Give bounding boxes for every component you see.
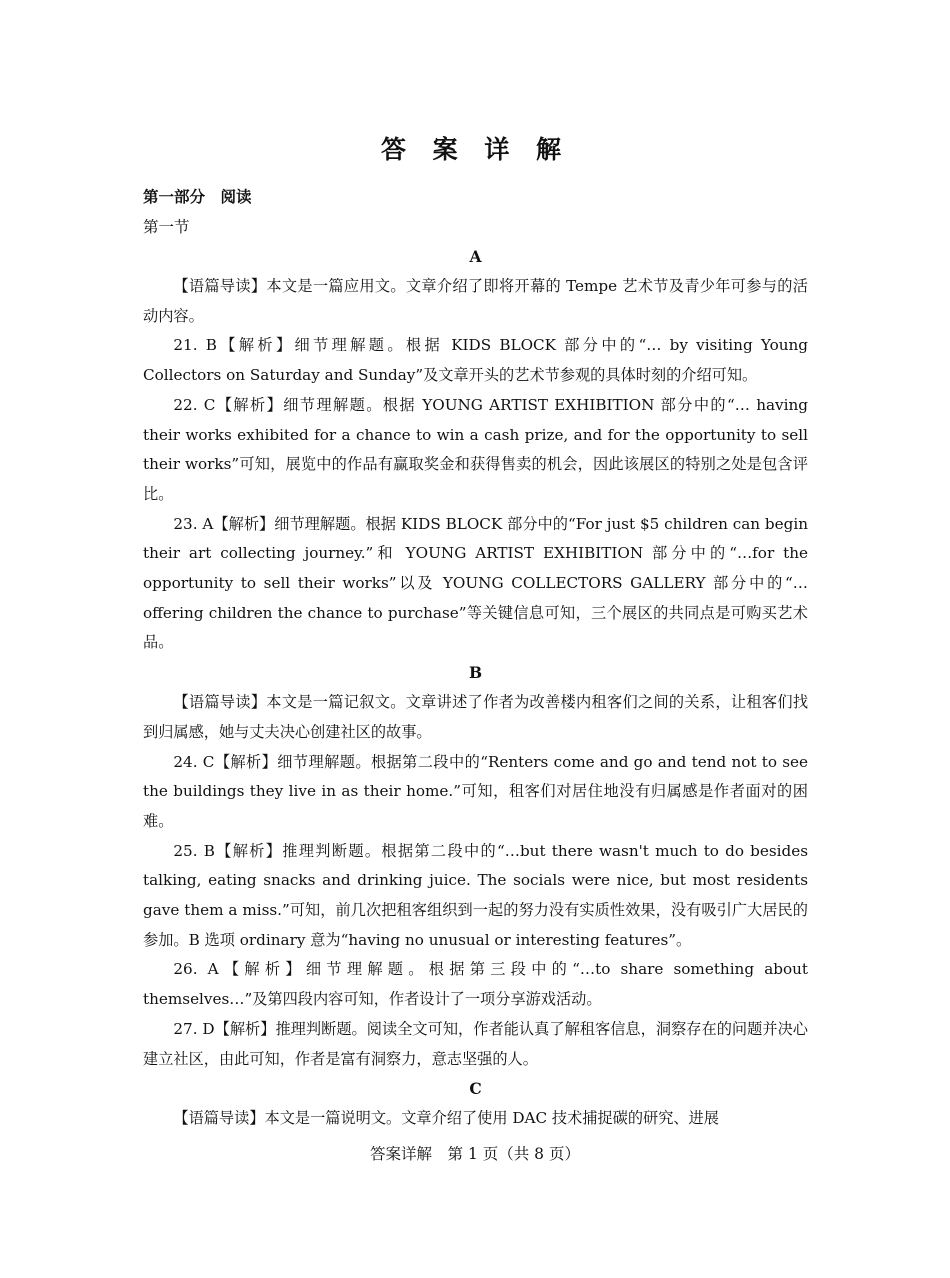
passage-label: B	[468, 663, 483, 683]
page-footer: 答案详解 第 1 页（共 8 页）	[370, 1145, 580, 1163]
answer-item: 24. C【解析】细节理解题。根据第二段中的“Renters come and go and tend not to see the buildings they live in as their home.”可知，租客们对居住地没有归属感是作者面对的困难。	[143, 752, 808, 830]
answer-page	[143, 132, 808, 1134]
answer-item: 25. B【解析】推理判断题。根据第二段中的“…but there wasn't much to do besides talking, eating snacks and drinking juice. The socials were nice, but most residents gave them a miss.”可知，前几次把租客组织到一起的努力没有实质性效果，没有吸引广大居民的参加。B 选项 ordinary 意为“having no unusual or interesting features”。	[143, 841, 808, 949]
answer-item: 23. A【解析】细节理解题。根据 KIDS BLOCK 部分中的“For just $5 children can begin their art collecting journey.”和 YOUNG ARTIST EXHIBITION 部分中的“…for the opportunity to sell their works”以及 YOUNG COLLECTORS GALLERY 部分中的“… offering children the chance to purchase”等关键信息可知，三个展区的共同点是可购买艺术品。	[143, 514, 808, 652]
page-title: 答 案 详 解	[380, 135, 571, 164]
passage-label: C	[469, 1079, 482, 1099]
answer-item: 21. B【解析】细节理解题。根据 KIDS BLOCK 部分中的“… by visiting Young Collectors on Saturday and Sunday”及文章开头的艺术节参观的具体时刻的介绍可知。	[143, 336, 808, 385]
answer-item: 27. D【解析】推理判断题。阅读全文可知，作者能认真了解租客信息，洞察存在的问题并决心建立社区，由此可知，作者是富有洞察力，意志坚强的人。	[143, 1019, 808, 1068]
passage-intro: 【语篇导读】本文是一篇说明文。文章介绍了使用 DAC 技术捕捉碳的研究、进展	[173, 1109, 719, 1128]
answer-item: 22. C【解析】细节理解题。根据 YOUNG ARTIST EXHIBITION 部分中的“… having their works exhibited for a chance to win a cash prize, and for the opportunity to sell their works”可知，展览中的作品有赢取奖金和获得售卖的机会，因此该展区的特别之处是包含评比。	[143, 395, 808, 503]
section-heading: 第一节	[143, 218, 190, 236]
passage-b	[143, 658, 808, 1074]
passage-intro: 【语篇导读】本文是一篇应用文。文章介绍了即将开幕的 Tempe 艺术节及青少年可参与的活动内容。	[143, 277, 808, 325]
answer-item: 26. A【解析】细节理解题。根据第三段中的“…to share something about themselves…”及第四段内容可知，作者设计了一项分享游戏活动。	[143, 960, 808, 1009]
passage-label: A	[469, 247, 482, 266]
part-heading: 第一部分 阅读	[143, 188, 252, 206]
passage-intro: 【语篇导读】本文是一篇记叙文。文章讲述了作者为改善楼内租客们之间的关系，让租客们找到归属感，她与丈夫决心创建社区的故事。	[143, 693, 808, 741]
passage-c	[143, 1074, 808, 1134]
passage-a	[143, 242, 808, 658]
